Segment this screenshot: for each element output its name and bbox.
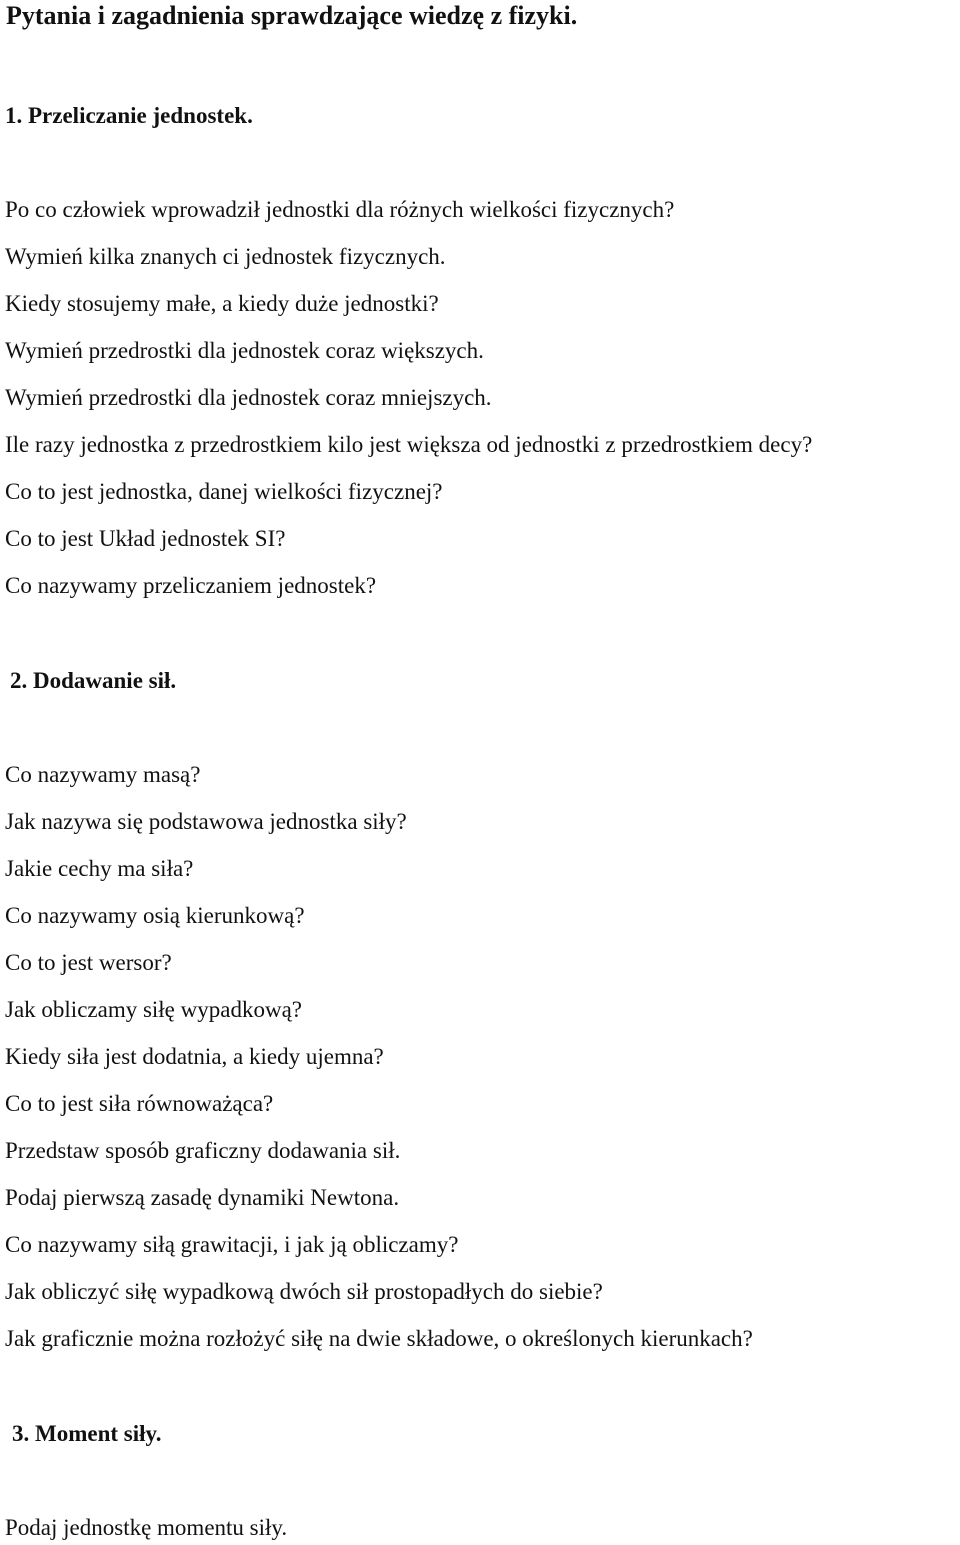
question-2-1: Co nazywamy masą? — [5, 762, 201, 787]
section-heading-3: 3. Moment siły. — [12, 1421, 162, 1446]
question-2-7: Kiedy siła jest dodatnia, a kiedy ujemna? — [5, 1044, 384, 1069]
question-2-4: Co nazywamy osią kierunkową? — [5, 903, 305, 928]
question-2-2: Jak nazywa się podstawowa jednostka siły? — [5, 809, 407, 834]
question-2-11: Co nazywamy siłą grawitacji, i jak ją obliczamy? — [5, 1232, 459, 1257]
section-heading-2: 2. Dodawanie sił. — [10, 668, 177, 693]
question-1-6: Ile razy jednostka z przedrostkiem kilo jest większa od jednostki z przedrostkiem decy? — [5, 432, 813, 457]
question-1-9: Co nazywamy przeliczaniem jednostek? — [5, 573, 377, 598]
question-2-6: Jak obliczamy siłę wypadkową? — [5, 997, 302, 1022]
question-3-1: Podaj jednostkę momentu siły. — [5, 1515, 288, 1540]
section-heading-1: 1. Przeliczanie jednostek. — [5, 103, 253, 128]
question-2-10: Podaj pierwszą zasadę dynamiki Newtona. — [5, 1185, 400, 1210]
question-2-8: Co to jest siła równoważąca? — [5, 1091, 274, 1116]
question-1-7: Co to jest jednostka, danej wielkości fizycznej? — [5, 479, 443, 504]
question-1-2: Wymień kilka znanych ci jednostek fizycznych. — [5, 244, 446, 269]
question-2-3: Jakie cechy ma siła? — [5, 856, 194, 881]
question-2-13: Jak graficznie można rozłożyć siłę na dwie składowe, o określonych kierunkach? — [5, 1326, 753, 1351]
question-1-1: Po co człowiek wprowadził jednostki dla różnych wielkości fizycznych? — [5, 197, 675, 222]
question-2-9: Przedstaw sposób graficzny dodawania sił. — [5, 1138, 401, 1163]
question-1-5: Wymień przedrostki dla jednostek coraz mniejszych. — [5, 385, 492, 410]
question-1-8: Co to jest Układ jednostek SI? — [5, 526, 286, 551]
question-2-12: Jak obliczyć siłę wypadkową dwóch sił prostopadłych do siebie? — [5, 1279, 603, 1304]
question-1-4: Wymień przedrostki dla jednostek coraz większych. — [5, 338, 484, 363]
question-1-3: Kiedy stosujemy małe, a kiedy duże jednostki? — [5, 291, 439, 316]
question-2-5: Co to jest wersor? — [5, 950, 172, 975]
page-title: Pytania i zagadnienia sprawdzające wiedzę z fizyki. — [6, 1, 578, 30]
